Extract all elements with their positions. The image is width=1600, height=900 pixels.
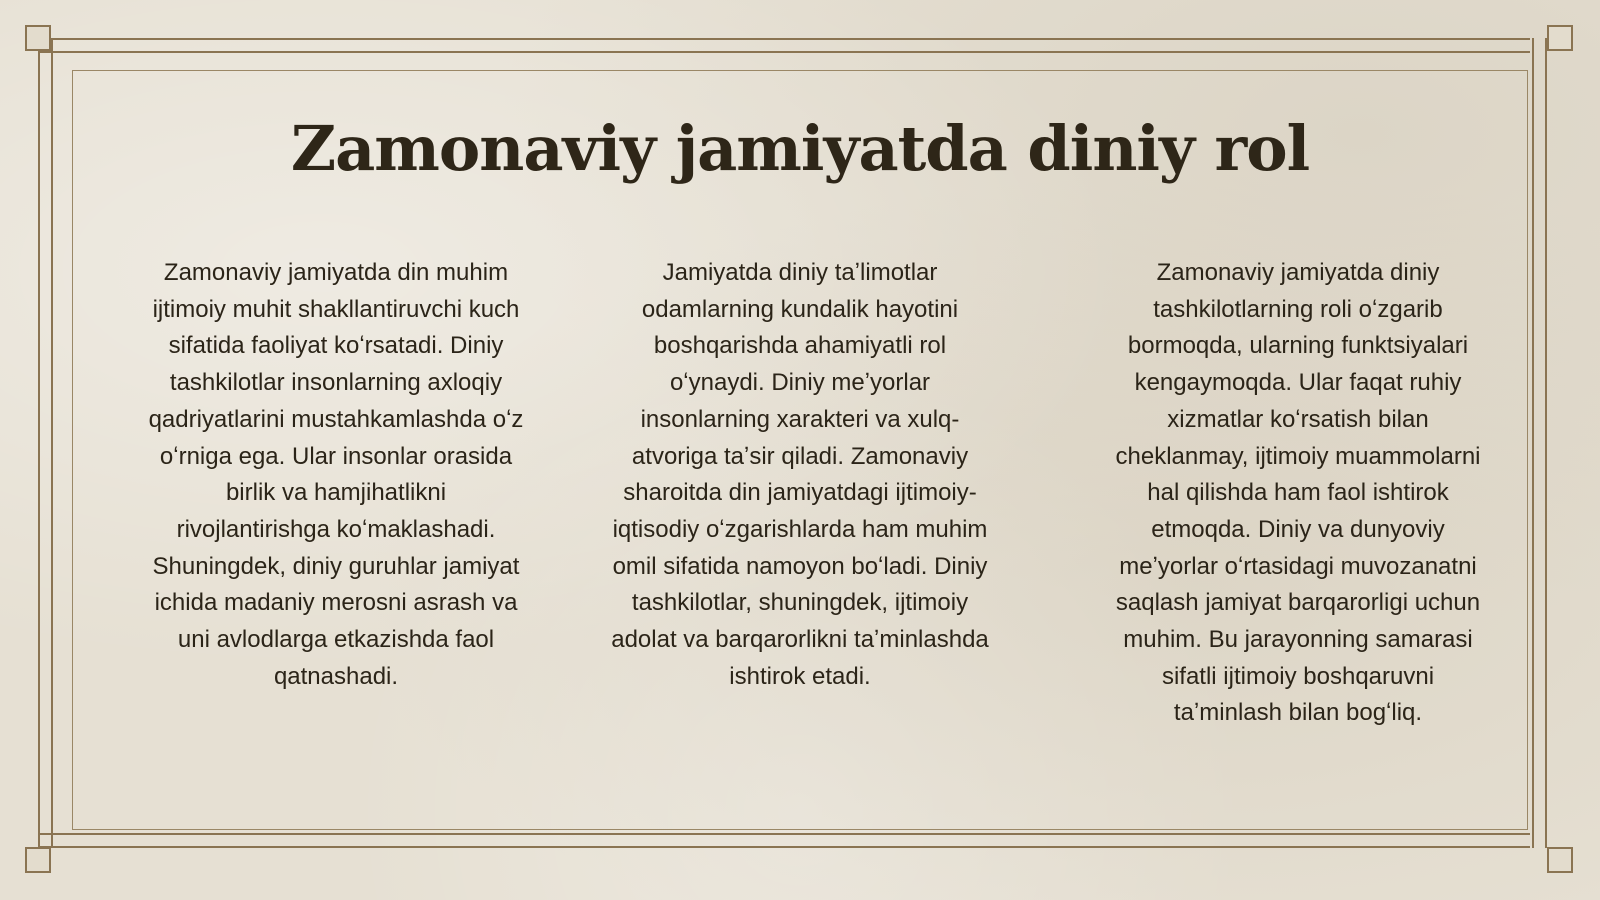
frame-corner-top-left — [25, 25, 51, 51]
frame-corner-bottom-right — [1547, 847, 1573, 873]
frame-top-line — [38, 38, 1530, 40]
frame-bottom-line — [38, 846, 1530, 848]
frame-top-line-inner — [38, 51, 1530, 53]
slide-title: Zamonaviy jamiyatda diniy rol — [290, 112, 1310, 185]
frame-corner-bottom-left — [25, 847, 51, 873]
frame-bottom-line-inner — [38, 833, 1530, 835]
text-column-3: Zamonaviy jamiyatda diniy tashkilotlarning roli oʻzgarib bormoqda, ularning funktsiyalari kengaymoqda. Ular faqat ruhiy xizmatlar koʻrsatish bilan cheklanmay, ijtimoiy muammolarni hal qilishda ham faol ishtirok etmoqda. Diniy va dunyoviy meʼyorlar oʻrtasidagi muvozanatni saqlash jamiyat barqarorligi uchun muhim. Bu jarayonning samarasi sifatli ijtimoiy boshqaruvni taʼminlash bilan bogʻliq. — [1115, 259, 1481, 727]
text-column-2: Jamiyatda diniy taʼlimotlar odamlarning kundalik hayotini boshqarishda ahamiyatli rol oʻynaydi. Diniy meʼyorlar insonlarning xarakteri va xulq-atvoriga taʼsir qiladi. Zamonaviy sharoitda din jamiyatdagi ijtimoiy-iqtisodiy oʻzgarishlarda ham muhim omil sifatida namoyon boʻladi. Diniy tashkilotlar, shuningdek, ijtimoiy adolat va barqarorlikni taʼminlashda ishtirok etadi. — [611, 259, 989, 690]
text-column-1: Zamonaviy jamiyatda din muhim ijtimoiy muhit shakllantiruvchi kuch sifatida faoliyat koʻrsatadi. Diniy tashkilotlar insonlarning axloqiy qadriyatlarini mustahkamlashda oʻz oʻrniga ega. Ular insonlar orasida birlik va hamjihatlikni rivojlantirishga koʻmaklashadi. Shuningdek, diniy guruhlar jamiyat ichida madaniy merosni asrash va uni avlodlarga etkazishda faol qatnashadi. — [148, 259, 524, 690]
frame-corner-top-right — [1547, 25, 1573, 51]
